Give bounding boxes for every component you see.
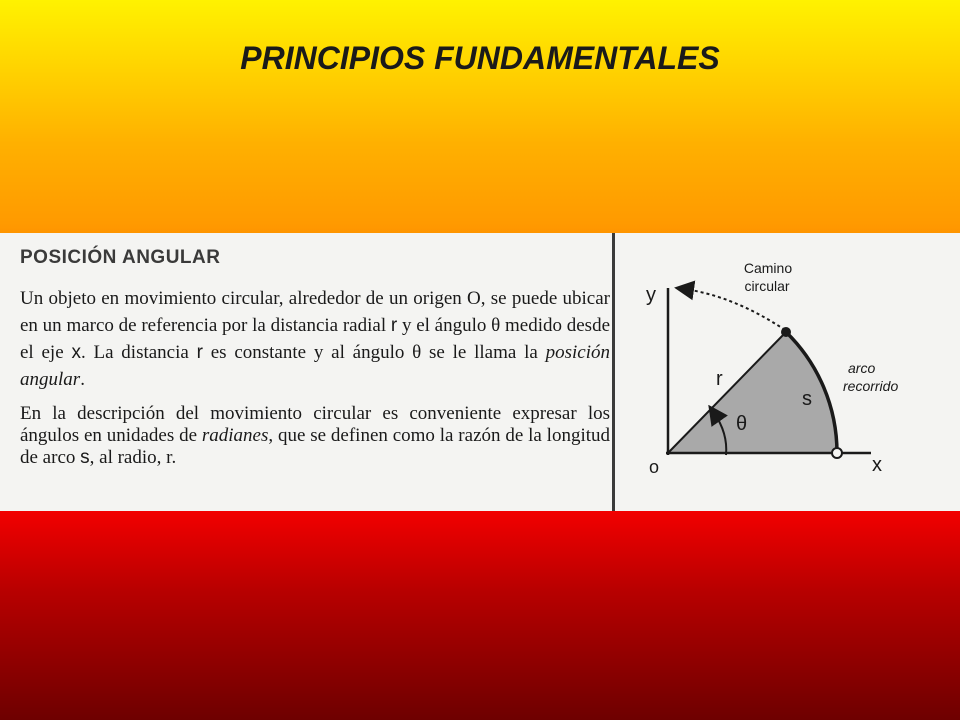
para1-text-5: .: [80, 369, 85, 390]
arc-label-line-1: arco: [848, 360, 876, 376]
para2-text-4: .: [171, 447, 177, 468]
para1-text-4: es constante y al ángulo θ se le llama la: [202, 342, 546, 363]
arc-label-line-2: recorrido: [843, 378, 899, 394]
para2-emphasis: radianes: [201, 425, 269, 446]
angular-position-diagram: [616, 233, 960, 511]
path-label-line-2: circular: [744, 278, 790, 294]
excerpt-text-column: [20, 241, 610, 469]
radius-label: r: [716, 368, 723, 390]
angle-label: θ: [736, 413, 748, 435]
textbook-excerpt: [0, 233, 960, 511]
para1-symbol-r-2: r: [196, 342, 203, 363]
para2-symbol-r: r: [166, 447, 172, 468]
paragraph-radians: [20, 403, 610, 469]
axis-y-label: y: [646, 284, 656, 306]
para2-symbol-s: s: [80, 447, 90, 468]
particle-point: [781, 327, 791, 337]
para2-text-2: , que se definen como la razón de la longitud de arco: [20, 425, 610, 468]
path-label-line-1: Camino: [743, 260, 793, 276]
para1-text-3: . La distancia: [80, 342, 197, 363]
arc-length-label: s: [802, 388, 812, 410]
para1-symbol-x: x: [71, 342, 81, 363]
paragraph-angular-position: [20, 285, 610, 393]
para2-text-1: En la descripción del movimiento circular es conveniente expresar los ángulos en unidades de: [20, 403, 610, 446]
slide-title: PRINCIPIOS FUNDAMENTALES: [240, 40, 720, 76]
para1-emphasis: posición angular: [20, 342, 610, 390]
origin-label: o: [649, 457, 660, 477]
section-heading: POSICIÓN ANGULAR: [20, 247, 221, 268]
start-point: [832, 448, 842, 458]
para1-text-2: y el ángulo θ medido desde el eje: [20, 315, 610, 363]
para2-text-3: , al radio,: [89, 447, 167, 468]
para1-symbol-r: r: [390, 315, 398, 336]
column-divider: [612, 233, 615, 511]
axis-x-label: x: [872, 454, 882, 476]
circular-path-arrow: [684, 289, 785, 330]
para1-text-1: Un objeto en movimiento circular, alrededor de un origen O, se puede ubicar en un marco de referencia por la distancia radial: [20, 288, 610, 336]
